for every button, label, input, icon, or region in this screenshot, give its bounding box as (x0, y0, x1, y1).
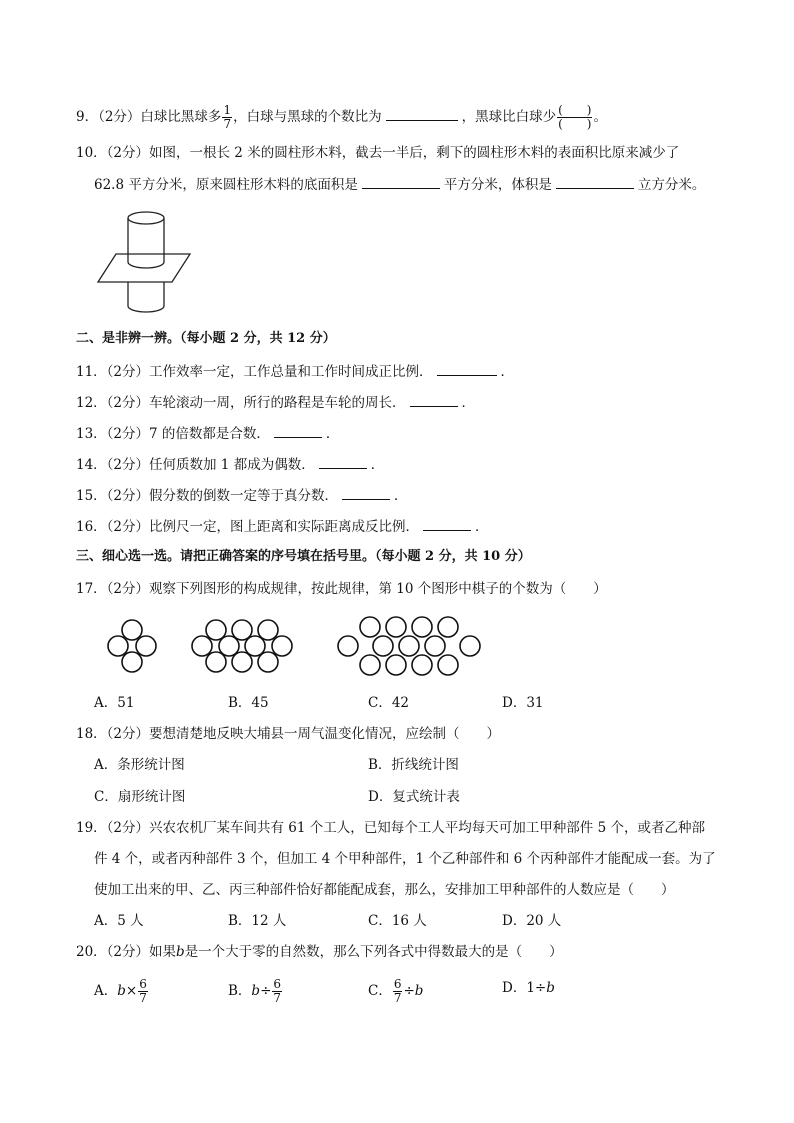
q9-prefix: 9．（2分）白球比黑球多 (76, 109, 222, 125)
q20a-fraction: $\frac{6}{7}$ (139, 977, 147, 1005)
question-19-line3: 使加工出来的甲、乙、丙三种部件恰好都能配成套，那么，安排加工甲种部件的人数应是（ ） (94, 882, 675, 898)
question-12: 12．（2分）车轮滚动一周，所行的路程是车轮的周长． ． (76, 392, 475, 413)
chess-pattern-figure (94, 610, 494, 686)
q11-answer-blank[interactable] (437, 361, 497, 376)
q20-option-c[interactable]: C． $\frac{6}{7}$ ÷b (368, 977, 424, 1005)
q20-option-b[interactable]: B．b÷ $\frac{6}{7}$ (228, 977, 282, 1005)
q19-option-a[interactable]: A．5 人 (94, 913, 144, 929)
q18-option-c[interactable]: C．扇形统计图 (94, 789, 186, 805)
variable-b: b (176, 944, 185, 960)
q9-answer-blank[interactable] (386, 106, 458, 121)
q10-base-area-blank[interactable] (362, 174, 440, 189)
q16-answer-blank[interactable] (423, 516, 471, 531)
question-17: 17．（2分）观察下列图形的构成规律，按此规律，第 10 个图形中棋子的个数为（ ） (76, 581, 607, 597)
question-9 (76, 104, 607, 131)
q17-option-a[interactable]: A．51 (94, 695, 135, 711)
question-11: 11．（2分）工作效率一定，工作总量和工作时间成正比例． ． (76, 361, 514, 382)
q10-volume-blank[interactable] (556, 174, 634, 189)
question-16: 16．（2分）比例尺一定，图上距离和实际距离成反比例． ． (76, 516, 489, 537)
question-10-line1: 10．（2分）如图，一根长 2 米的圆柱形木料，截去一半后，剩下的圆柱形木料的表面积比原来减少了 (76, 145, 680, 161)
question-20: 20．（2分）如果b是一个大于零的自然数，那么下列各式中得数最大的是（ ） (76, 944, 563, 960)
question-19-line2: 件 4 个，或者丙种部件 3 个，但加工 4 个甲种部件，1 个乙种部件和 6 个丙种部件才能配成一套。为了 (94, 851, 716, 867)
cylinder-cut-figure (94, 206, 198, 314)
q9-fraction: $\frac{1}{7}$ (223, 103, 232, 131)
q17-option-c[interactable]: C．42 (368, 695, 410, 711)
q19-option-d[interactable]: D．20 人 (502, 913, 562, 929)
q9-end: 。 (593, 109, 607, 125)
q19-option-b[interactable]: B．12 人 (228, 913, 287, 929)
q18-option-a[interactable]: A．条形统计图 (94, 757, 185, 773)
section-2-heading: 二、是非辨一辨。（每小题 2 分，共 12 分） (76, 331, 336, 346)
question-10-line2: 62.8 平方分米，原来圆柱形木料的底面积是 平方分米，体积是 立方分米。 (94, 174, 705, 195)
section-3-heading: 三、细心选一选。请把正确答案的序号填在括号里。（每小题 2 分，共 10 分） (76, 549, 531, 564)
question-14: 14．（2分）任何质数加 1 都成为偶数． ． (76, 454, 384, 475)
question-18: 18．（2分）要想清楚地反映大埔县一周气温变化情况，应绘制（ ） (76, 726, 501, 742)
q9-middle: ，白球与黑球的个数比为 (233, 109, 382, 125)
q9-after-blank: ，黑球比白球少 (461, 109, 557, 125)
q20-option-a[interactable]: A．b× $\frac{6}{7}$ (94, 977, 147, 1005)
q9-paren-fraction[interactable]: $\frac{( )}{( )}$ (558, 103, 592, 131)
question-13: 13．（2分）7 的倍数都是合数． ． (76, 423, 339, 444)
q17-option-b[interactable]: B．45 (228, 695, 269, 711)
q20-option-d[interactable]: D．1÷b (502, 980, 555, 996)
q20b-fraction: $\frac{6}{7}$ (273, 977, 282, 1005)
q17-option-d[interactable]: D．31 (502, 695, 544, 711)
q15-answer-blank[interactable] (342, 485, 390, 500)
q13-answer-blank[interactable] (274, 423, 322, 438)
q12-answer-blank[interactable] (410, 392, 458, 407)
q20c-fraction: $\frac{6}{7}$ (393, 977, 402, 1005)
question-19-line1: 19．（2分）兴农农机厂某车间共有 61 个工人，已知每个工人平均每天可加工甲种部件 5 个，或者乙种部 (76, 820, 705, 836)
q18-option-b[interactable]: B．折线统计图 (368, 757, 459, 773)
q19-option-c[interactable]: C．16 人 (368, 913, 427, 929)
q18-option-d[interactable]: D．复式统计表 (368, 789, 460, 805)
q14-answer-blank[interactable] (319, 454, 367, 469)
question-15: 15．（2分）假分数的倒数一定等于真分数． ． (76, 485, 408, 506)
